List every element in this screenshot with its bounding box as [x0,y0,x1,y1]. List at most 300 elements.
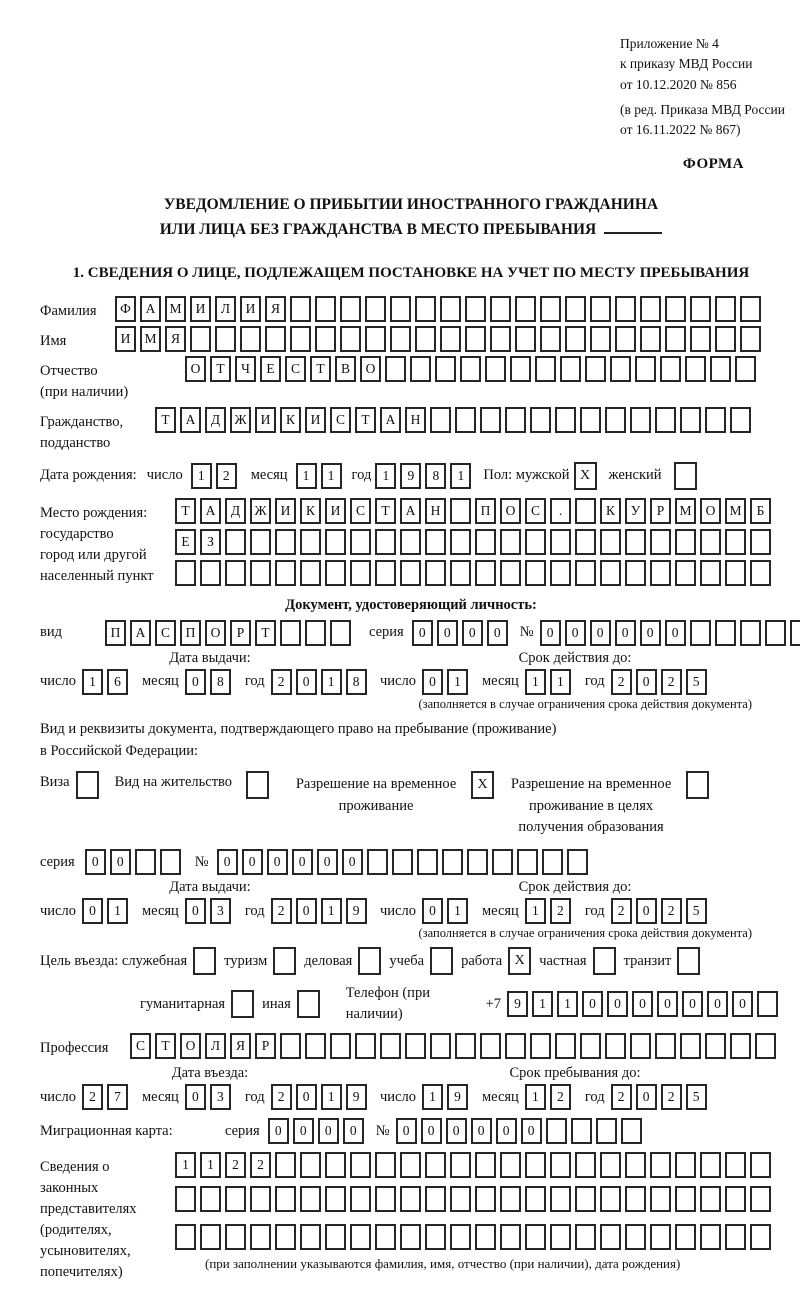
char-cell[interactable] [500,529,521,555]
char-cell[interactable] [250,1224,271,1250]
char-cell[interactable]: И [275,498,296,524]
char-cell[interactable]: С [525,498,546,524]
char-cell[interactable]: 1 [557,991,578,1017]
char-cell[interactable]: 1 [321,1084,342,1110]
char-cell[interactable] [400,529,421,555]
char-cell[interactable]: А [130,620,151,646]
char-cell[interactable] [625,1186,646,1212]
char-cell[interactable]: 0 [632,991,653,1017]
char-cell[interactable] [565,296,586,322]
char-cell[interactable] [455,1033,476,1059]
residence-permit-checkbox[interactable] [246,771,269,799]
char-cell[interactable] [740,326,761,352]
char-cell[interactable] [325,1152,346,1178]
official-checkbox[interactable] [193,947,216,975]
work-checkbox[interactable]: X [508,947,531,975]
char-cell[interactable] [600,1224,621,1250]
char-cell[interactable]: А [140,296,161,322]
char-cell[interactable] [325,560,346,586]
char-cell[interactable]: 0 [636,1084,657,1110]
char-cell[interactable]: 2 [550,1084,571,1110]
char-cell[interactable] [755,1033,776,1059]
char-cell[interactable]: 0 [185,898,206,924]
char-cell[interactable] [575,529,596,555]
study-checkbox[interactable] [430,947,453,975]
char-cell[interactable] [490,296,511,322]
char-cell[interactable]: О [180,1033,201,1059]
char-cell[interactable] [596,1118,617,1144]
char-cell[interactable]: 2 [216,463,237,489]
char-cell[interactable] [700,1186,721,1212]
char-cell[interactable]: 0 [217,849,238,875]
char-cell[interactable]: Я [265,296,286,322]
char-cell[interactable]: 9 [447,1084,468,1110]
char-cell[interactable] [275,1152,296,1178]
char-cell[interactable] [500,560,521,586]
char-cell[interactable]: Л [205,1033,226,1059]
char-cell[interactable] [385,356,406,382]
char-cell[interactable] [715,620,736,646]
char-cell[interactable] [225,1224,246,1250]
char-cell[interactable] [600,1186,621,1212]
char-cell[interactable] [275,529,296,555]
char-cell[interactable] [790,620,800,646]
char-cell[interactable] [275,560,296,586]
char-cell[interactable]: 0 [422,669,443,695]
char-cell[interactable]: 5 [686,669,707,695]
char-cell[interactable]: 6 [107,669,128,695]
char-cell[interactable]: И [190,296,211,322]
char-cell[interactable] [160,849,181,875]
char-cell[interactable] [367,849,388,875]
char-cell[interactable] [280,620,301,646]
char-cell[interactable] [730,1033,751,1059]
char-cell[interactable]: 0 [615,620,636,646]
char-cell[interactable]: 9 [507,991,528,1017]
char-cell[interactable] [330,1033,351,1059]
char-cell[interactable] [415,326,436,352]
char-cell[interactable]: 0 [342,849,363,875]
char-cell[interactable]: 7 [107,1084,128,1110]
char-cell[interactable] [680,1033,701,1059]
char-cell[interactable]: Р [230,620,251,646]
char-cell[interactable]: 1 [321,463,342,489]
char-cell[interactable]: 1 [447,898,468,924]
char-cell[interactable]: Д [225,498,246,524]
char-cell[interactable]: Ж [250,498,271,524]
char-cell[interactable] [660,356,681,382]
char-cell[interactable]: 9 [400,463,421,489]
char-cell[interactable]: Т [155,1033,176,1059]
char-cell[interactable] [525,1152,546,1178]
char-cell[interactable]: П [105,620,126,646]
char-cell[interactable] [600,529,621,555]
char-cell[interactable]: 0 [590,620,611,646]
char-cell[interactable] [750,1186,771,1212]
char-cell[interactable]: Ч [235,356,256,382]
char-cell[interactable] [540,296,561,322]
char-cell[interactable]: 2 [250,1152,271,1178]
char-cell[interactable] [515,326,536,352]
char-cell[interactable] [535,356,556,382]
char-cell[interactable]: 0 [732,991,753,1017]
char-cell[interactable] [305,1033,326,1059]
char-cell[interactable]: 1 [200,1152,221,1178]
char-cell[interactable] [700,560,721,586]
char-cell[interactable]: 0 [296,1084,317,1110]
char-cell[interactable] [450,529,471,555]
char-cell[interactable] [750,560,771,586]
char-cell[interactable] [400,1224,421,1250]
char-cell[interactable] [450,560,471,586]
transit-checkbox[interactable] [677,947,700,975]
char-cell[interactable] [715,296,736,322]
char-cell[interactable] [250,1186,271,1212]
char-cell[interactable] [550,1186,571,1212]
char-cell[interactable]: 1 [422,1084,443,1110]
char-cell[interactable]: 8 [346,669,367,695]
char-cell[interactable]: 5 [686,898,707,924]
char-cell[interactable]: К [280,407,301,433]
char-cell[interactable]: 1 [550,669,571,695]
char-cell[interactable] [555,407,576,433]
char-cell[interactable] [390,326,411,352]
char-cell[interactable]: М [165,296,186,322]
char-cell[interactable] [135,849,156,875]
char-cell[interactable] [585,356,606,382]
char-cell[interactable] [475,529,496,555]
char-cell[interactable] [225,1186,246,1212]
char-cell[interactable]: 1 [296,463,317,489]
char-cell[interactable] [525,1224,546,1250]
char-cell[interactable] [605,1033,626,1059]
char-cell[interactable]: С [350,498,371,524]
char-cell[interactable] [740,296,761,322]
char-cell[interactable] [640,296,661,322]
char-cell[interactable] [480,407,501,433]
char-cell[interactable]: 0 [471,1118,492,1144]
char-cell[interactable]: М [140,326,161,352]
char-cell[interactable]: И [115,326,136,352]
char-cell[interactable] [455,407,476,433]
char-cell[interactable] [765,620,786,646]
char-cell[interactable]: Н [405,407,426,433]
char-cell[interactable]: Т [175,498,196,524]
char-cell[interactable] [315,326,336,352]
char-cell[interactable] [250,529,271,555]
char-cell[interactable] [550,1224,571,1250]
char-cell[interactable] [517,849,538,875]
char-cell[interactable] [365,326,386,352]
char-cell[interactable] [450,1186,471,1212]
char-cell[interactable] [550,529,571,555]
char-cell[interactable]: А [380,407,401,433]
char-cell[interactable] [665,326,686,352]
char-cell[interactable] [750,1224,771,1250]
char-cell[interactable]: 0 [640,620,661,646]
char-cell[interactable]: 0 [496,1118,517,1144]
char-cell[interactable] [590,296,611,322]
char-cell[interactable]: 2 [661,669,682,695]
char-cell[interactable] [690,620,711,646]
char-cell[interactable]: 9 [346,898,367,924]
char-cell[interactable] [380,1033,401,1059]
char-cell[interactable] [375,529,396,555]
char-cell[interactable] [500,1224,521,1250]
char-cell[interactable]: М [725,498,746,524]
char-cell[interactable] [650,1224,671,1250]
char-cell[interactable] [560,356,581,382]
char-cell[interactable]: 1 [321,898,342,924]
char-cell[interactable] [725,1224,746,1250]
char-cell[interactable] [635,356,656,382]
char-cell[interactable] [280,1033,301,1059]
char-cell[interactable]: Ж [230,407,251,433]
char-cell[interactable] [555,1033,576,1059]
char-cell[interactable] [190,326,211,352]
char-cell[interactable]: И [255,407,276,433]
char-cell[interactable]: Я [230,1033,251,1059]
char-cell[interactable] [475,560,496,586]
char-cell[interactable]: 0 [657,991,678,1017]
char-cell[interactable]: Е [175,529,196,555]
char-cell[interactable] [605,407,626,433]
char-cell[interactable]: 0 [242,849,263,875]
char-cell[interactable] [510,356,531,382]
char-cell[interactable]: 0 [268,1118,289,1144]
char-cell[interactable] [690,326,711,352]
char-cell[interactable] [435,356,456,382]
char-cell[interactable]: О [205,620,226,646]
char-cell[interactable] [175,1224,196,1250]
char-cell[interactable] [215,326,236,352]
char-cell[interactable]: Р [255,1033,276,1059]
char-cell[interactable] [590,326,611,352]
char-cell[interactable]: 0 [82,898,103,924]
char-cell[interactable] [655,1033,676,1059]
char-cell[interactable] [625,1224,646,1250]
char-cell[interactable] [467,849,488,875]
char-cell[interactable]: 0 [396,1118,417,1144]
tourism-checkbox[interactable] [273,947,296,975]
char-cell[interactable] [580,1033,601,1059]
char-cell[interactable]: 0 [707,991,728,1017]
char-cell[interactable] [675,560,696,586]
char-cell[interactable] [375,1224,396,1250]
char-cell[interactable]: Е [260,356,281,382]
char-cell[interactable]: 0 [422,898,443,924]
char-cell[interactable]: 3 [210,1084,231,1110]
char-cell[interactable] [505,1033,526,1059]
char-cell[interactable] [425,1186,446,1212]
char-cell[interactable] [417,849,438,875]
char-cell[interactable] [200,560,221,586]
char-cell[interactable] [675,1152,696,1178]
char-cell[interactable] [680,407,701,433]
char-cell[interactable] [340,326,361,352]
char-cell[interactable]: 0 [636,898,657,924]
char-cell[interactable]: 2 [82,1084,103,1110]
char-cell[interactable] [567,849,588,875]
char-cell[interactable]: 0 [665,620,686,646]
char-cell[interactable] [175,1186,196,1212]
char-cell[interactable] [450,1224,471,1250]
char-cell[interactable]: С [130,1033,151,1059]
char-cell[interactable]: 1 [191,463,212,489]
char-cell[interactable] [575,1186,596,1212]
char-cell[interactable]: 3 [210,898,231,924]
char-cell[interactable] [715,326,736,352]
char-cell[interactable]: 2 [271,1084,292,1110]
char-cell[interactable] [275,1186,296,1212]
char-cell[interactable] [325,1224,346,1250]
char-cell[interactable]: И [240,296,261,322]
char-cell[interactable] [290,326,311,352]
char-cell[interactable] [550,1152,571,1178]
char-cell[interactable]: 2 [661,1084,682,1110]
char-cell[interactable] [685,356,706,382]
char-cell[interactable] [630,1033,651,1059]
char-cell[interactable] [425,560,446,586]
char-cell[interactable] [305,620,326,646]
char-cell[interactable] [350,560,371,586]
char-cell[interactable] [425,529,446,555]
char-cell[interactable]: 1 [532,991,553,1017]
char-cell[interactable] [650,560,671,586]
char-cell[interactable] [410,356,431,382]
char-cell[interactable]: 0 [185,669,206,695]
char-cell[interactable]: 0 [437,620,458,646]
char-cell[interactable]: 0 [446,1118,467,1144]
char-cell[interactable]: Б [750,498,771,524]
char-cell[interactable] [400,1152,421,1178]
char-cell[interactable] [625,1152,646,1178]
other-checkbox[interactable] [297,990,320,1018]
char-cell[interactable] [735,356,756,382]
char-cell[interactable]: 0 [110,849,131,875]
char-cell[interactable] [690,296,711,322]
char-cell[interactable]: 2 [611,1084,632,1110]
char-cell[interactable] [375,1186,396,1212]
char-cell[interactable] [725,560,746,586]
char-cell[interactable] [425,1224,446,1250]
visa-checkbox[interactable] [76,771,99,799]
char-cell[interactable] [542,849,563,875]
char-cell[interactable] [390,296,411,322]
char-cell[interactable] [575,1224,596,1250]
char-cell[interactable] [546,1118,567,1144]
char-cell[interactable]: 1 [82,669,103,695]
char-cell[interactable]: К [300,498,321,524]
char-cell[interactable] [225,529,246,555]
char-cell[interactable]: 1 [525,669,546,695]
char-cell[interactable] [640,326,661,352]
char-cell[interactable] [492,849,513,875]
char-cell[interactable]: 0 [317,849,338,875]
char-cell[interactable]: 0 [296,898,317,924]
char-cell[interactable]: 0 [343,1118,364,1144]
char-cell[interactable]: 0 [296,669,317,695]
temp-residence-checkbox[interactable]: X [471,771,494,799]
char-cell[interactable] [440,326,461,352]
char-cell[interactable] [290,296,311,322]
char-cell[interactable]: 0 [521,1118,542,1144]
char-cell[interactable] [300,1224,321,1250]
char-cell[interactable]: 0 [318,1118,339,1144]
char-cell[interactable]: 2 [271,669,292,695]
char-cell[interactable]: П [475,498,496,524]
char-cell[interactable]: 1 [175,1152,196,1178]
char-cell[interactable] [700,1152,721,1178]
char-cell[interactable] [530,1033,551,1059]
char-cell[interactable] [350,1224,371,1250]
char-cell[interactable]: Т [255,620,276,646]
char-cell[interactable] [200,1186,221,1212]
char-cell[interactable]: А [180,407,201,433]
char-cell[interactable]: Т [210,356,231,382]
char-cell[interactable] [300,560,321,586]
char-cell[interactable]: 1 [107,898,128,924]
char-cell[interactable] [465,326,486,352]
char-cell[interactable]: О [360,356,381,382]
char-cell[interactable] [465,296,486,322]
char-cell[interactable] [621,1118,642,1144]
char-cell[interactable] [225,560,246,586]
char-cell[interactable] [340,296,361,322]
char-cell[interactable]: 2 [661,898,682,924]
char-cell[interactable] [440,296,461,322]
char-cell[interactable] [600,560,621,586]
char-cell[interactable] [490,326,511,352]
char-cell[interactable] [575,498,596,524]
char-cell[interactable] [392,849,413,875]
char-cell[interactable]: О [185,356,206,382]
char-cell[interactable]: О [700,498,721,524]
char-cell[interactable] [200,1224,221,1250]
char-cell[interactable]: 0 [582,991,603,1017]
char-cell[interactable] [450,1152,471,1178]
char-cell[interactable]: . [550,498,571,524]
char-cell[interactable]: Д [205,407,226,433]
char-cell[interactable] [650,529,671,555]
char-cell[interactable]: 0 [185,1084,206,1110]
char-cell[interactable]: 1 [525,898,546,924]
private-checkbox[interactable] [593,947,616,975]
char-cell[interactable] [530,407,551,433]
char-cell[interactable]: 0 [85,849,106,875]
char-cell[interactable] [430,1033,451,1059]
char-cell[interactable] [750,529,771,555]
char-cell[interactable]: 2 [550,898,571,924]
char-cell[interactable]: Р [650,498,671,524]
char-cell[interactable]: 5 [686,1084,707,1110]
char-cell[interactable] [430,407,451,433]
char-cell[interactable] [275,1224,296,1250]
char-cell[interactable]: У [625,498,646,524]
char-cell[interactable] [460,356,481,382]
business-checkbox[interactable] [358,947,381,975]
char-cell[interactable]: 1 [525,1084,546,1110]
char-cell[interactable]: 0 [412,620,433,646]
char-cell[interactable]: И [325,498,346,524]
char-cell[interactable]: 0 [293,1118,314,1144]
char-cell[interactable]: К [600,498,621,524]
char-cell[interactable]: 2 [271,898,292,924]
char-cell[interactable] [350,529,371,555]
char-cell[interactable] [365,296,386,322]
char-cell[interactable]: 0 [462,620,483,646]
char-cell[interactable]: С [330,407,351,433]
